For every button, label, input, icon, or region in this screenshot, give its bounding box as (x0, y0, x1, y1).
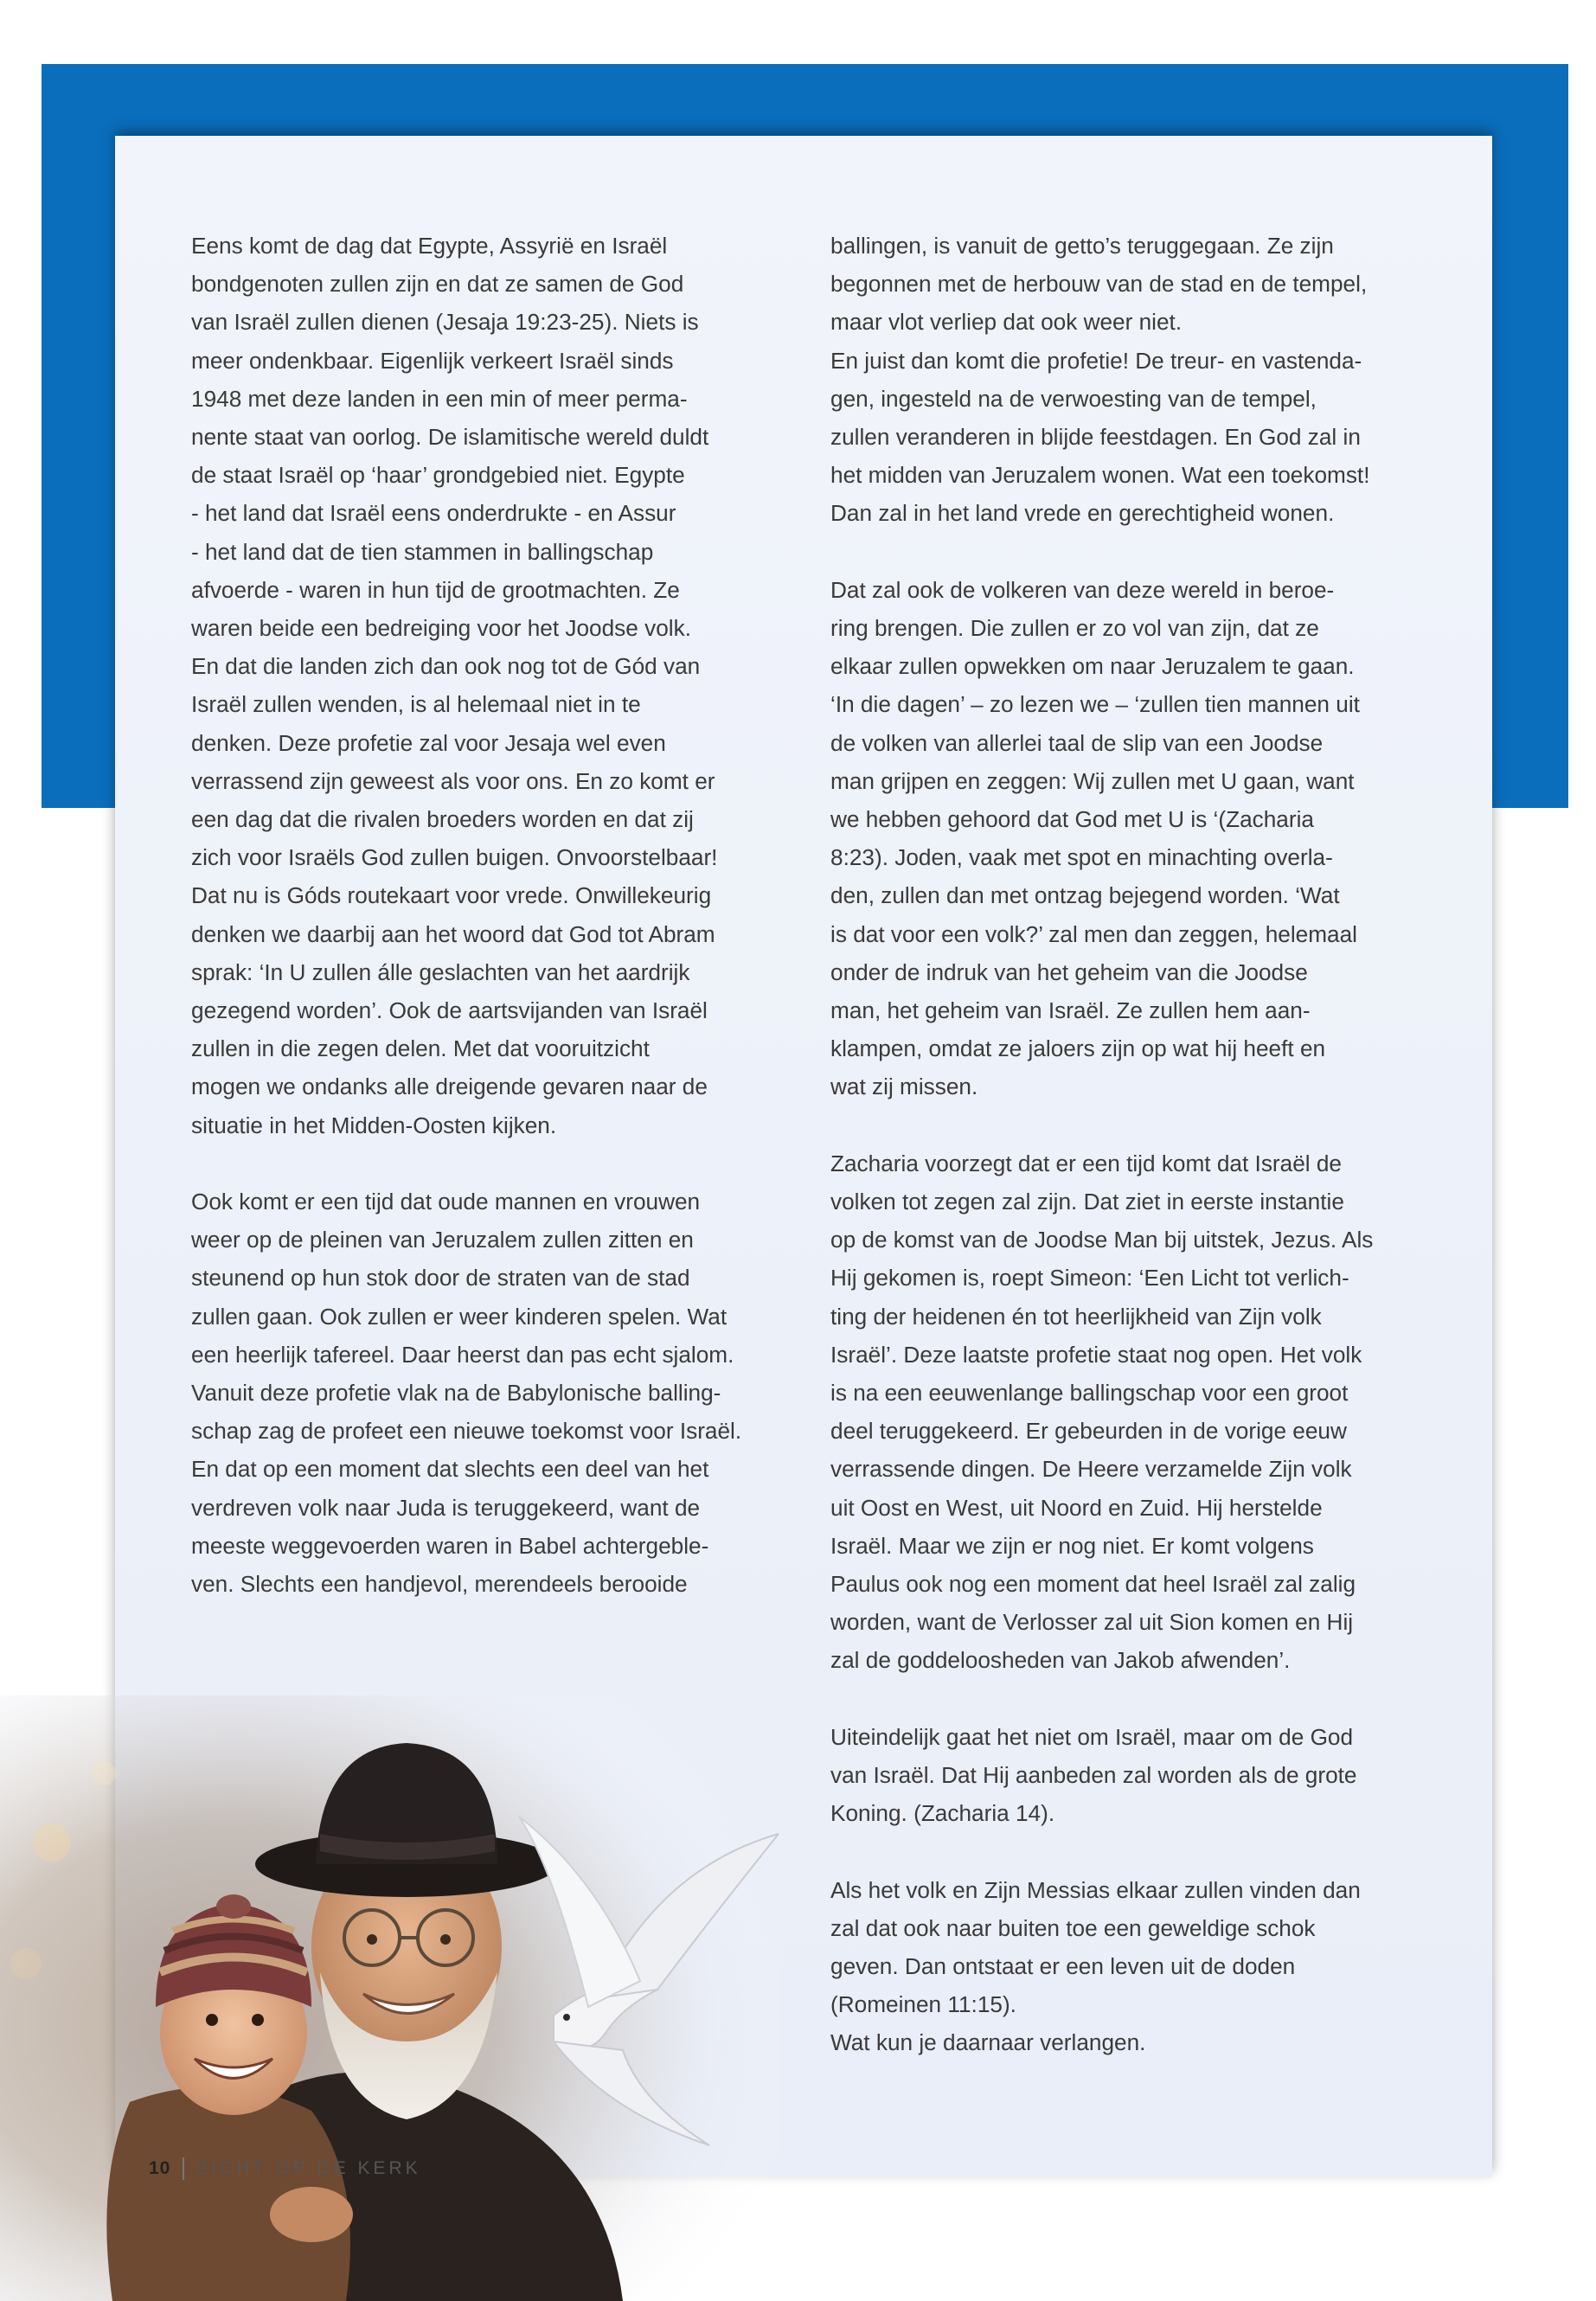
paragraph: Zacharia voorzegt dat er een tijd komt dat Israël de volken tot zegen zal zijn. Dat ziet in eerste instantie op de komst van de Joodse Man bij uitstek, Jezus. Als Hij gekomen is, roept Simeon: ‘Een Licht tot verlich- ting der heidenen én tot heerlijkheid van Zijn volk Israël’. Deze laatste profetie staat nog open. Het volk is na een eeuwenlange ballingschap voor een groot deel teruggekeerd. Er gebeurden in de vorige eeuw verrassende dingen. De Heere verzamelde Zijn volk uit Oost en West, uit Noord en Zuid. Hij herstelde Israël. Maar we zijn er nog niet. Er komt volgens Paulus ook nog een moment dat heel Israël zal zalig worden, want de Verlosser zal uit Sion komen en Hij zal de goddeloosheden van Jakob afwenden’. (830, 1150, 1374, 1674)
page-number: 10 (149, 2158, 171, 2178)
photo-man-child-dove (0, 1695, 779, 2301)
paragraph: Als het volk en Zijn Messias elkaar zullen vinden dan zal dat ook naar buiten toe een geweldige schok geven. Dan ontstaat er een leven uit de doden (Romeinen 11:15). Wat kun je daarnaar verlangen. (830, 1876, 1361, 2056)
footer-divider (183, 2157, 184, 2180)
paragraph: ballingen, is vanuit de getto’s teruggegaan. Ze zijn begonnen met de herbouw van de stad en de tempel, maar vlot verliep dat ook weer niet. En juist dan komt die profetie! De treur- en vastenda- gen, ingesteld na de verwoesting van de tempel, zullen veranderen in blijde feestdagen. En God zal in het midden van Jeruzalem wonen. Wat een toekomst! Dan zal in het land vrede en gerechtigheid wonen. (830, 233, 1370, 527)
publication-name: ZICHT OP DE KERK (196, 2158, 421, 2178)
page-footer (149, 2157, 421, 2180)
paragraph: Ook komt er een tijd dat oude mannen en vrouwen weer op de pleinen van Jeruzalem zullen zitten en steunend op hun stok door de straten van de stad zullen gaan. Ook zullen er weer kinderen spelen. Wat een heerlijk tafereel. Daar heerst dan pas echt sjalom. Vanuit deze profetie vlak na de Babylonische balling- schap zag de profeet een nieuwe toekomst voor Israël. En dat op een moment dat slechts een deel van het verdreven volk naar Juda is teruggekeerd, want de meeste weggevoerden waren in Babel achtergeble- ven. Slechts een handjevol, merendeels berooide (191, 1189, 742, 1598)
paragraph: Uiteindelijk gaat het niet om Israël, maar om de God van Israël. Dat Hij aanbeden zal worden als de grote Koning. (Zacharia 14). (830, 1723, 1357, 1827)
right-column (830, 227, 1427, 2062)
paragraph: Eens komt de dag dat Egypte, Assyrië en Israël bondgenoten zullen zijn en dat ze samen de God van Israël zullen dienen (Jesaja 19:23-25). Niets is meer ondenkbaar. Eigenlijk verkeert Israël sinds 1948 met deze landen in een min of meer perma- nente staat van oorlog. De islamitische wereld duldt de staat Israël op ‘haar’ grondgebied niet. Egypte - het land dat Israël eens onderdrukte - en Assur - het land dat de tien stammen in ballingschap afvoerde - waren in hun tijd de grootmachten. Ze waren beide een bedreiging voor het Joodse volk. En dat die landen zich dan ook nog tot de Gód van Israël zullen wenden, is al helemaal niet in te denken. Deze profetie zal voor Jesaja wel even verrassend zijn geweest als voor ons. En zo komt er een dag dat die rivalen broeders worden en dat zij zich voor Israëls God zullen buigen. Onvoorstelbaar! Dat nu is Góds routekaart voor vrede. Onwillekeurig denken we daarbij aan het woord dat God tot Abram sprak: ‘In U zullen álle geslachten van het aardrijk gezegend worden’. Ook de aartsvijanden van Israël zullen in die zegen delen. Met dat vooruitzicht mogen we ondanks alle dreigende gevaren naar de situatie in het Midden-Oosten kijken. (191, 233, 718, 1138)
left-column (191, 227, 788, 1603)
paragraph: Dat zal ook de volkeren van deze wereld in beroe- ring brengen. Die zullen er zo vol van zijn, dat ze elkaar zullen opwekken om naar Jeruzalem te gaan. ‘In die dagen’ – zo lezen we – ‘zullen tien mannen uit de volken van allerlei taal de slip van een Joodse man grijpen en zeggen: Wij zullen met U gaan, want we hebben gehoord dat God met U is ‘(Zacharia 8:23). Joden, vaak met spot en minachting overla- den, zullen dan met ontzag bejegend worden. ‘Wat is dat voor een volk?’ zal men dan zeggen, helemaal onder de indruk van het geheim van die Joodse man, het geheim van Israël. Ze zullen hem aan- klampen, omdat ze jaloers zijn op wat hij heeft en wat zij missen. (830, 576, 1360, 1100)
